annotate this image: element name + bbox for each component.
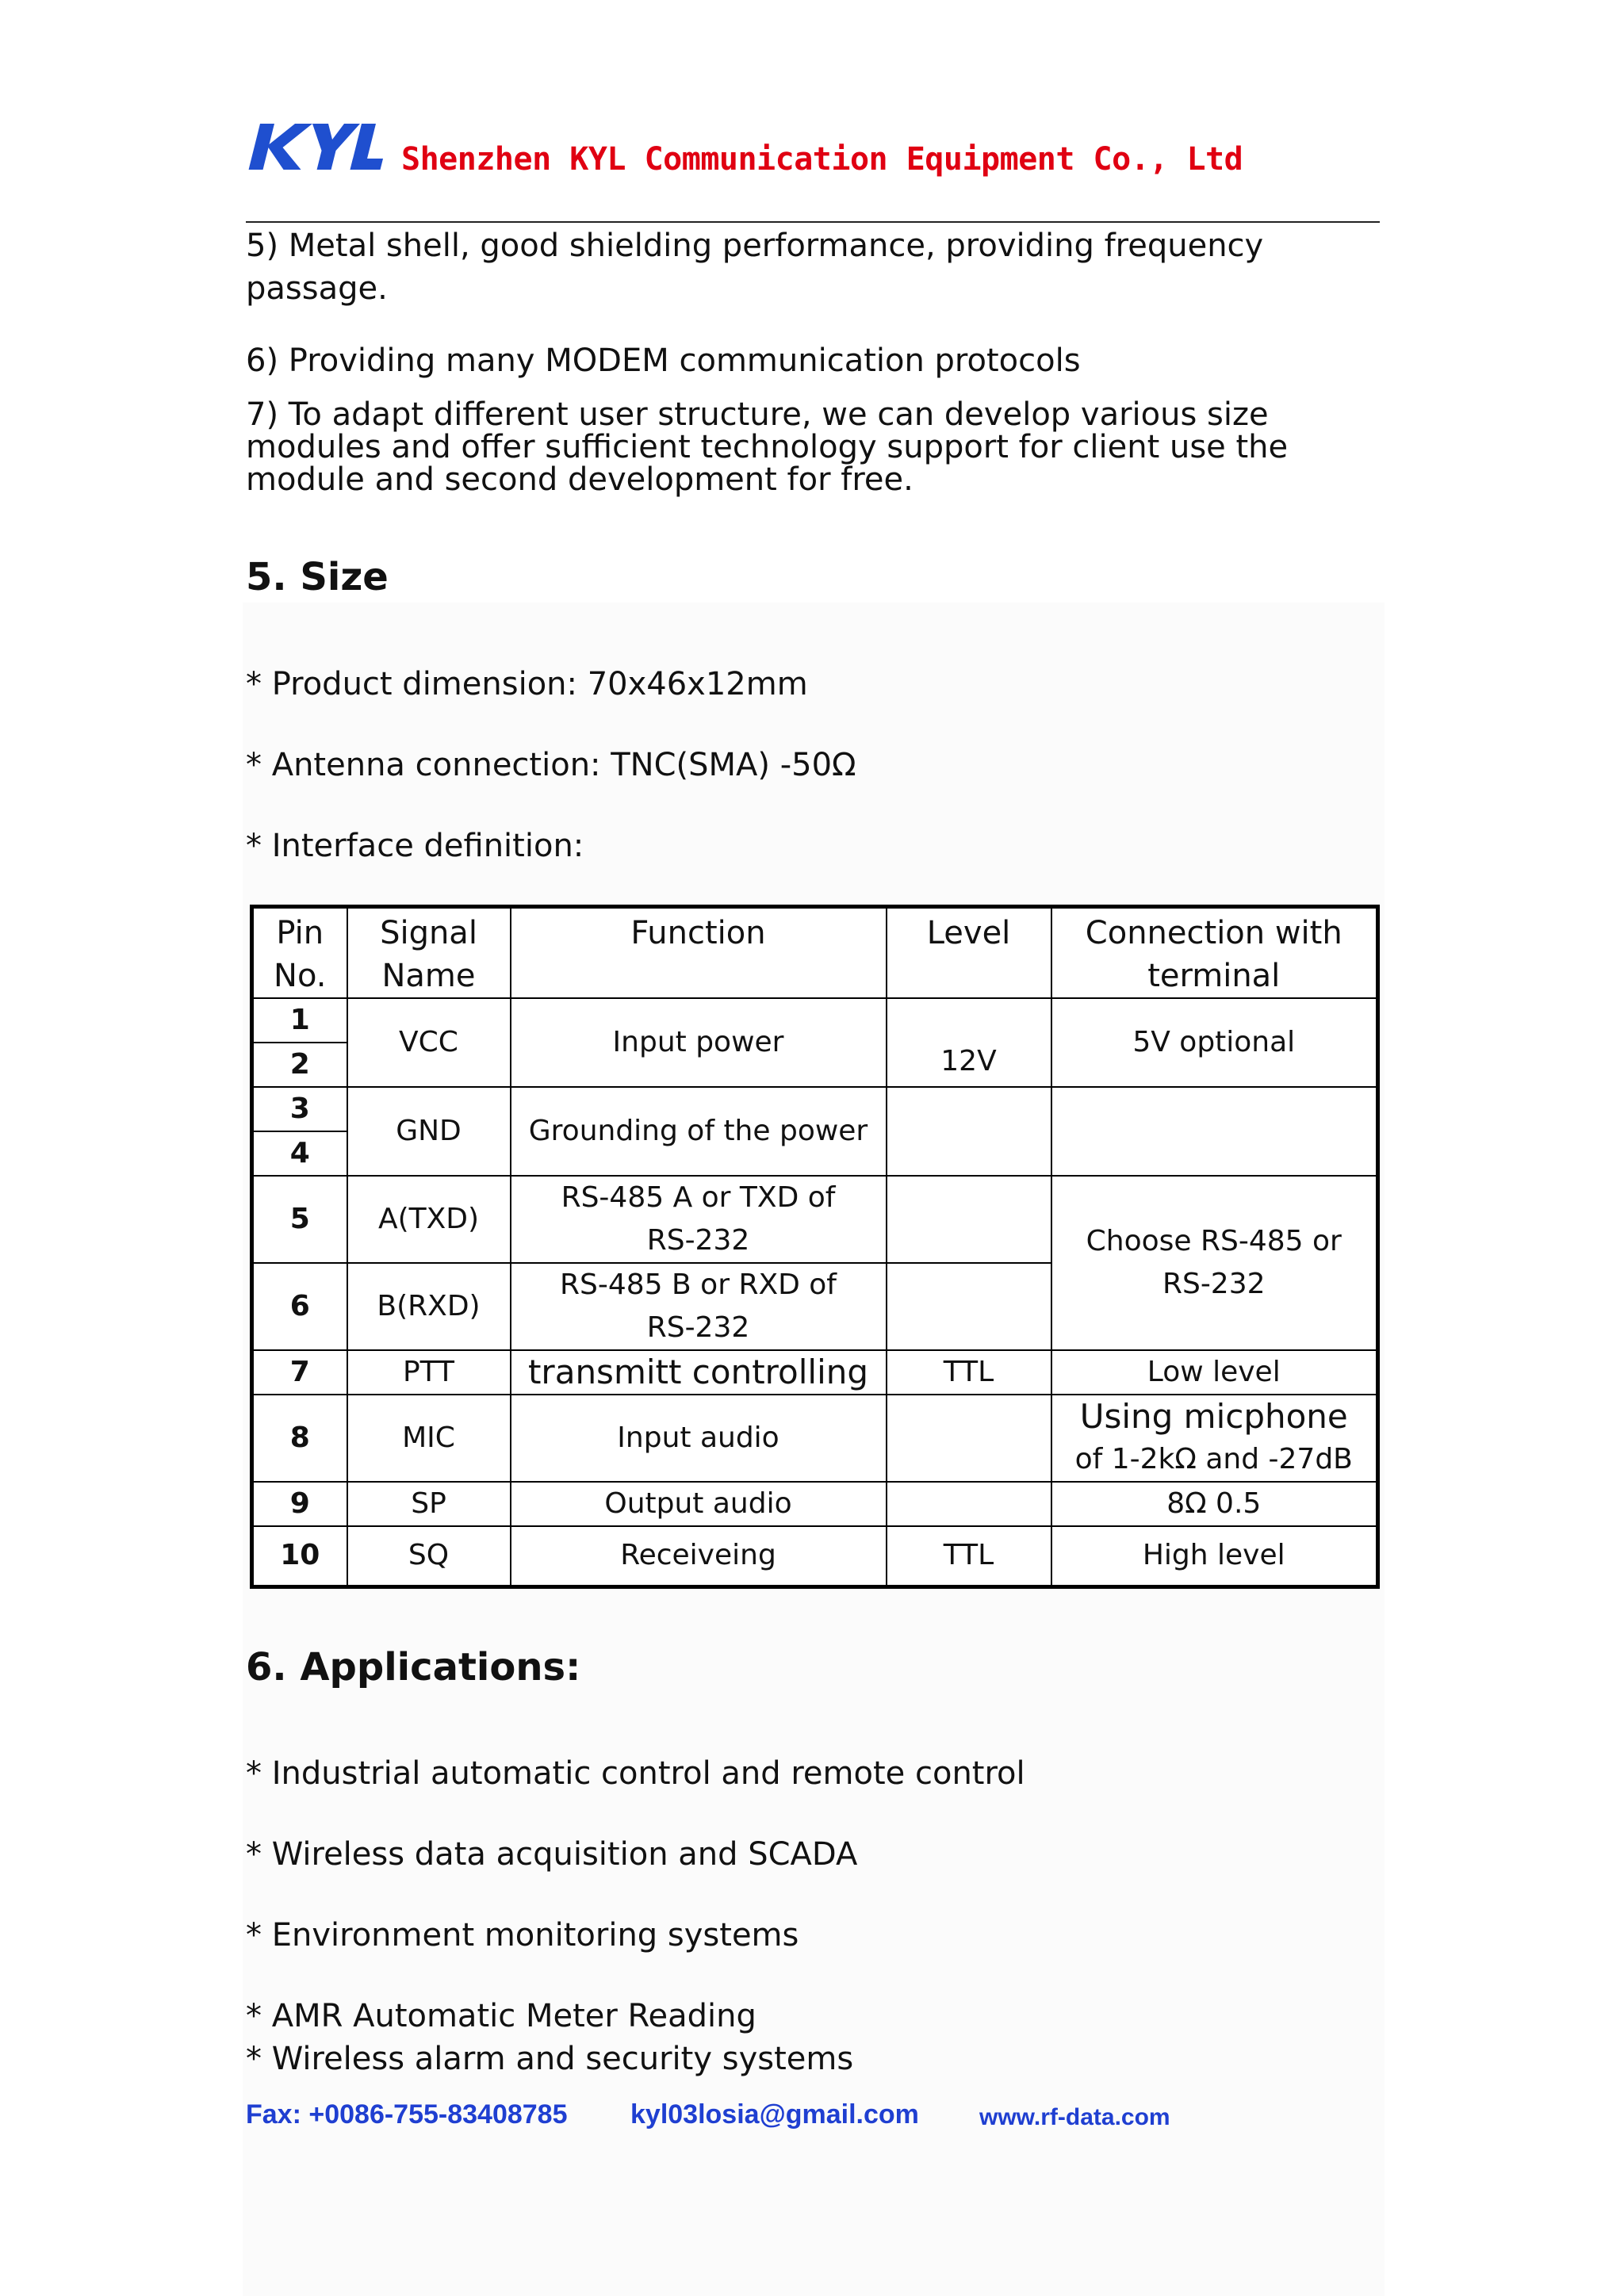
intro-item-7-line-2: modules and offer sufficient technology support for client use the bbox=[246, 429, 1289, 465]
pin-number: 9 bbox=[252, 1482, 347, 1526]
header-signal: Signal Name bbox=[347, 907, 511, 999]
table-row bbox=[252, 1350, 1378, 1395]
pin-number: 6 bbox=[252, 1263, 347, 1350]
connection-cell: 5V optional bbox=[1051, 998, 1378, 1087]
intro-item-5-line-1: 5) Metal shell, good shielding performance, providing frequency bbox=[246, 228, 1264, 264]
footer-website[interactable]: www.rf-data.com bbox=[979, 2104, 1170, 2130]
signal-name: A(TXD) bbox=[347, 1176, 511, 1263]
size-heading: 5. Size bbox=[246, 555, 389, 599]
kyl-logo bbox=[246, 111, 396, 174]
interface-definition: * Interface definition: bbox=[246, 828, 584, 864]
level-cell: TTL bbox=[887, 1350, 1051, 1395]
level-cell: TTL bbox=[887, 1526, 1051, 1586]
signal-name: B(RXD) bbox=[347, 1263, 511, 1350]
pin-number: 7 bbox=[252, 1350, 347, 1395]
letterhead bbox=[246, 111, 1380, 190]
level-cell bbox=[887, 1482, 1051, 1526]
function-cell: Input power bbox=[511, 998, 887, 1087]
applications-heading: 6. Applications: bbox=[246, 1645, 581, 1689]
table-row bbox=[252, 1526, 1378, 1586]
application-item: * AMR Automatic Meter Reading bbox=[246, 1998, 756, 2034]
table-row bbox=[252, 1482, 1378, 1526]
application-item: * Industrial automatic control and remote control bbox=[246, 1755, 1025, 1792]
application-item: * Environment monitoring systems bbox=[246, 1917, 799, 1954]
table-header-row bbox=[252, 907, 1378, 999]
header-divider bbox=[246, 221, 1380, 223]
header-function: Function bbox=[511, 907, 887, 999]
level-cell: 12V bbox=[887, 998, 1051, 1087]
pin-number: 8 bbox=[252, 1395, 347, 1482]
intro-item-6: 6) Providing many MODEM communication protocols bbox=[246, 342, 1081, 379]
connection-cell bbox=[1051, 1087, 1378, 1176]
intro-item-7-line-1: 7) To adapt different user structure, we can develop various size bbox=[246, 396, 1269, 433]
company-name: Shenzhen KYL Communication Equipment Co., Ltd bbox=[401, 141, 1243, 178]
level-cell bbox=[887, 1263, 1051, 1350]
signal-name: SQ bbox=[347, 1526, 511, 1586]
function-cell: Receiveing bbox=[511, 1526, 887, 1586]
connection-cell: 8Ω 0.5 bbox=[1051, 1482, 1378, 1526]
connection-cell: Choose RS-485 or RS-232 bbox=[1051, 1176, 1378, 1350]
connection-cell: High level bbox=[1051, 1526, 1378, 1586]
pin-number: 3 bbox=[252, 1087, 347, 1131]
connection-cell: Low level bbox=[1051, 1350, 1378, 1395]
function-cell: Input audio bbox=[511, 1395, 887, 1482]
function-cell: RS-485 B or RXD of RS-232 bbox=[511, 1263, 887, 1350]
function-cell: Grounding of the power bbox=[511, 1087, 887, 1176]
connection-cell: Using micphone of 1-2kΩ and -27dB bbox=[1051, 1395, 1378, 1482]
header-pin: Pin No. bbox=[252, 907, 347, 999]
level-cell bbox=[887, 1176, 1051, 1263]
signal-name: PTT bbox=[347, 1350, 511, 1395]
table-row bbox=[252, 1087, 1378, 1131]
function-cell: Output audio bbox=[511, 1482, 887, 1526]
signal-name: GND bbox=[347, 1087, 511, 1176]
pin-number: 2 bbox=[252, 1043, 347, 1087]
signal-name: SP bbox=[347, 1482, 511, 1526]
pin-number: 10 bbox=[252, 1526, 347, 1586]
level-cell bbox=[887, 1395, 1051, 1482]
intro-item-7-line-3: module and second development for free. bbox=[246, 461, 914, 498]
product-dimension: * Product dimension: 70x46x12mm bbox=[246, 666, 808, 702]
header-connection: Connection with terminal bbox=[1051, 907, 1378, 999]
footer-fax: Fax: +0086-755-83408785 bbox=[246, 2099, 568, 2130]
application-item: * Wireless data acquisition and SCADA bbox=[246, 1836, 858, 1873]
antenna-connection: * Antenna connection: TNC(SMA) -50Ω bbox=[246, 747, 856, 783]
pin-number: 5 bbox=[252, 1176, 347, 1263]
interface-table bbox=[250, 905, 1380, 1589]
pin-number: 4 bbox=[252, 1131, 347, 1176]
application-item: * Wireless alarm and security systems bbox=[246, 2041, 854, 2077]
level-cell bbox=[887, 1087, 1051, 1176]
function-cell: RS-485 A or TXD of RS-232 bbox=[511, 1176, 887, 1263]
header-level: Level bbox=[887, 907, 1051, 999]
signal-name: MIC bbox=[347, 1395, 511, 1482]
table-row bbox=[252, 998, 1378, 1043]
pin-number: 1 bbox=[252, 998, 347, 1043]
function-cell: transmitt controlling bbox=[511, 1350, 887, 1395]
intro-item-5-line-2: passage. bbox=[246, 270, 388, 307]
signal-name: VCC bbox=[347, 998, 511, 1087]
table-row bbox=[252, 1395, 1378, 1482]
table-row bbox=[252, 1176, 1378, 1263]
footer-email[interactable]: kyl03losia@gmail.com bbox=[630, 2099, 919, 2130]
